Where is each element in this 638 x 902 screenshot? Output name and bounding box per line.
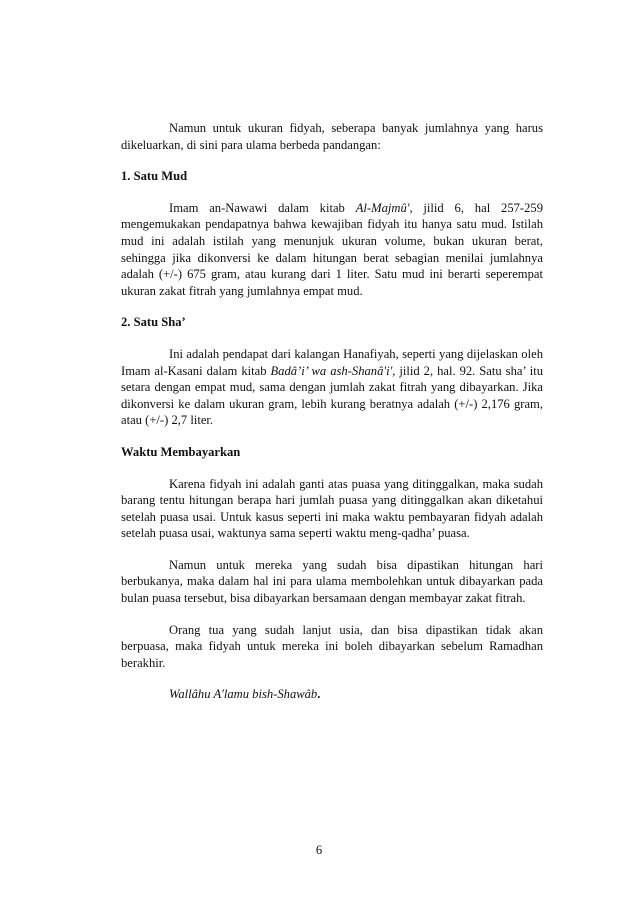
closing-text: Wallâhu A'lamu bish-Shawâb xyxy=(169,687,318,702)
satu-mud-paragraph xyxy=(121,200,543,300)
waktu-paragraph-2: Namun untuk mereka yang sudah bisa dipastikan hitungan hari berbukanya, maka dalam hal ini para ulama membolehkan untuk dibayarkan pada bulan puasa tersebut, bisa dibayarkan bersamaan dengan membayar zakat fitrah. xyxy=(121,557,543,606)
book-title-badai: Badâ’i’ wa ash-Shanâ'i', xyxy=(270,363,396,378)
closing-punct: . xyxy=(317,687,321,702)
body-text xyxy=(121,120,543,703)
section-heading-satu-sha: 2. Satu Sha’ xyxy=(121,315,186,330)
intro-paragraph: Namun untuk ukuran fidyah, seberapa banyak jumlahnya yang harus dikeluarkan, di sini para ulama berbeda pandangan: xyxy=(121,121,543,152)
book-title-al-majmu: Al-Majmû', xyxy=(355,200,413,215)
page-number: 6 xyxy=(315,843,323,857)
section-heading-waktu: Waktu Membayarkan xyxy=(121,444,241,459)
satu-mud-text-2: jilid 6, hal 257-259 mengemukakan pendapatnya bahwa kewajiban fidyah itu hanya satu mud. Istilah mud ini adalah istilah yang menunjuk ukuran volume, bukan ukuran berat, sehingga jika dikonversi ke dalam hitungan berat sebagian menilai jumlahnya adalah (+/-) 675 gram, atau kurang dari 1 liter. Satu mud ini berarti seperempat ukuran zakat fitrah yang jumlahnya empat mud. xyxy=(121,200,543,298)
satu-mud-text-1: Imam an-Nawawi dalam kitab xyxy=(169,200,356,215)
waktu-paragraph-3: Orang tua yang sudah lanjut usia, dan bisa dipastikan tidak akan berpuasa, maka fidyah untuk mereka ini boleh dibayarkan sebelum Ramadhan berakhir. xyxy=(121,622,543,670)
satu-sha-text-1: Ini adalah pendapat dari kalangan Hanafiyah, seperti yang dijelaskan oleh Imam al-Kasani dalam kitab xyxy=(121,346,543,378)
satu-sha-text-2: jilid 2, hal. 92. Satu sha’ itu setara dengan empat mud, sama dengan jumlah zakat fitrah yang dibayarkan. Jika dikonversi ke dalam ukuran gram, lebih kurang beratnya adalah (+/-) 2,176 gram, atau (+/-) 2,7 liter. xyxy=(121,363,543,428)
satu-sha-paragraph xyxy=(121,346,543,429)
section-heading-satu-mud: 1. Satu Mud xyxy=(121,169,188,184)
waktu-paragraph-1: Karena fidyah ini adalah ganti atas puasa yang ditinggalkan, maka sudah barang tentu hitungan berapa hari jumlah puasa yang ditinggalkan akan diketahui setelah puasa usai. Untuk kasus seperti ini maka waktu pembayaran fidyah adalah setelah puasa usai, waktunya sama seperti waktu meng-qadha’ puasa. xyxy=(121,476,543,541)
closing-phrase xyxy=(121,686,543,703)
